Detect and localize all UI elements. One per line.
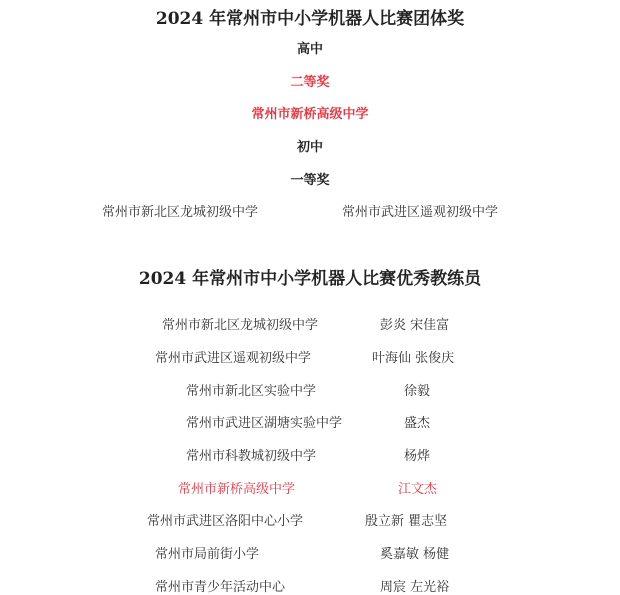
coach-row-school: 常州市局前街小学 xyxy=(155,547,260,562)
coach-row-school: 常州市青少年活动中心 xyxy=(155,580,286,595)
coach-row-names: 杨烨 xyxy=(404,449,431,464)
coach-row-school: 常州市新北区实验中学 xyxy=(186,384,317,399)
coach-row-names: 盛杰 xyxy=(404,416,431,431)
high-school-prize-label: 二等奖 xyxy=(290,75,330,90)
coach-row-school: 常州市科教城初级中学 xyxy=(186,449,317,464)
junior-high-winner-school: 常州市新北区龙城初级中学 xyxy=(102,205,259,220)
coach-row-names: 奚嘉敏 杨健 xyxy=(380,547,450,562)
junior-high-prize-label: 一等奖 xyxy=(290,173,330,188)
junior-high-level-label: 初中 xyxy=(296,140,323,155)
coach-row-names: 江文杰 xyxy=(398,482,438,497)
coach-row-names: 徐毅 xyxy=(404,384,431,399)
coach-row-school: 常州市武进区湖塘实验中学 xyxy=(186,416,343,431)
team-award-title: 2024 年常州市中小学机器人比赛团体奖 xyxy=(155,9,465,29)
coach-row-names: 叶海仙 张俊庆 xyxy=(372,351,455,366)
high-school-winner-school: 常州市新桥高级中学 xyxy=(251,107,369,122)
high-school-level-label: 高中 xyxy=(296,42,323,57)
coach-row-school: 常州市新桥高级中学 xyxy=(178,482,296,497)
coach-row-names: 彭炎 宋佳富 xyxy=(380,318,450,333)
coach-row-school: 常州市武进区遥观初级中学 xyxy=(155,351,312,366)
coach-row-names: 周宸 左光裕 xyxy=(380,580,450,595)
coach-row-school: 常州市武进区洛阳中心小学 xyxy=(147,514,304,529)
coach-row-names: 殷立新 瞿志坚 xyxy=(365,514,448,529)
junior-high-winner-school: 常州市武进区遥观初级中学 xyxy=(342,205,499,220)
coach-award-title: 2024 年常州市中小学机器人比赛优秀教练员 xyxy=(138,269,482,289)
coach-row-school: 常州市新北区龙城初级中学 xyxy=(162,318,319,333)
